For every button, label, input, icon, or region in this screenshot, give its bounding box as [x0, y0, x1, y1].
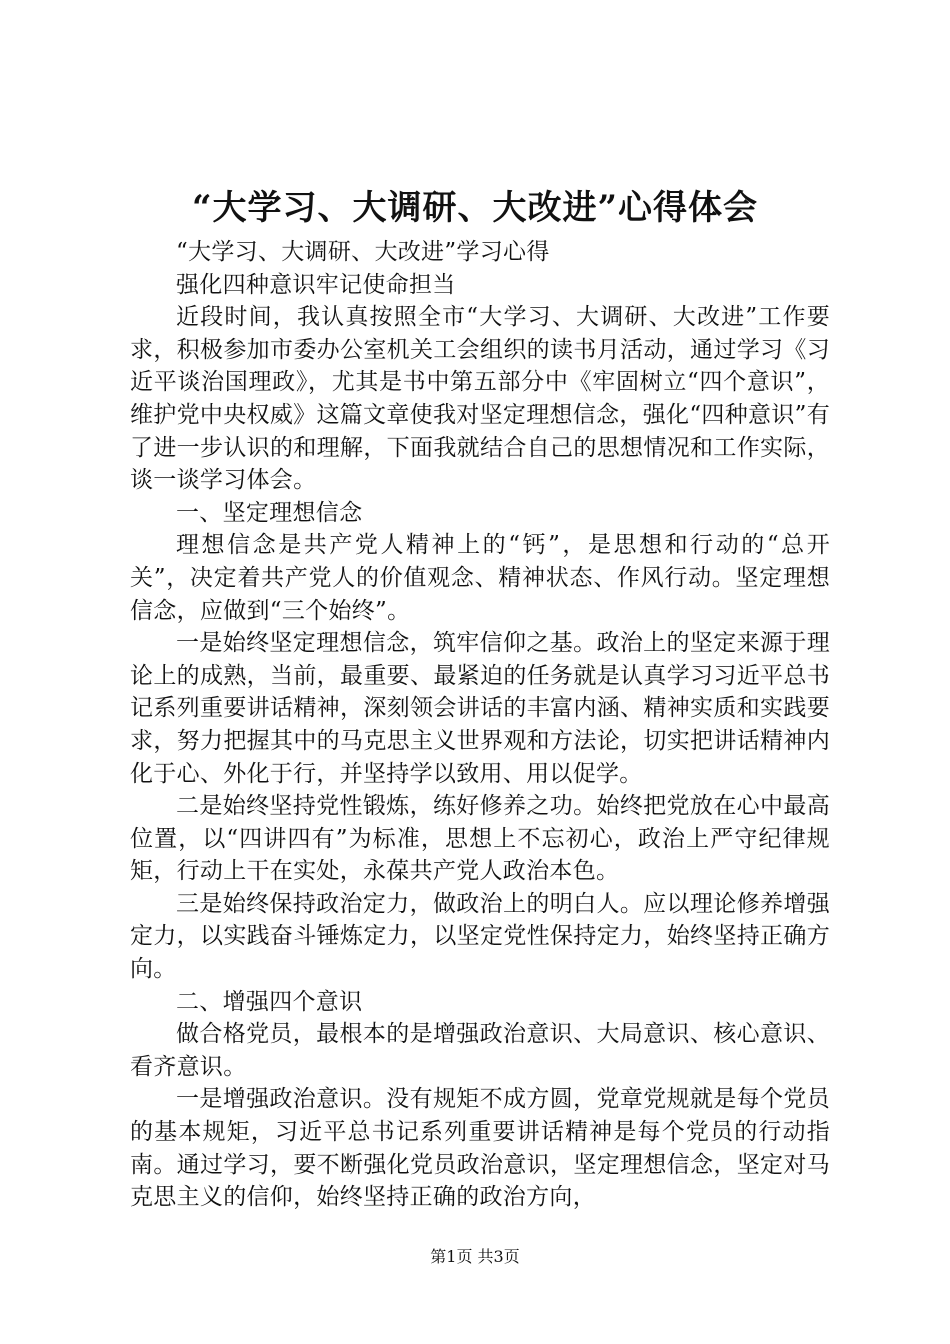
paragraph: 理想信念是共产党人精神上的“钙”，是思想和行动的“总开关”，决定着共产党人的价值观念、精神状态、作风行动。坚定理想信念，应做到“三个始终”。 [130, 532, 830, 624]
subtitle-line: 强化四种意识牢记使命担当 [176, 271, 456, 298]
section-heading: 一、坚定理想信念 [176, 499, 363, 526]
paragraph: 做合格党员，最根本的是增强政治意识、大局意识、核心意识、看齐意识。 [130, 1021, 830, 1080]
paragraph: 一是始终坚定理想信念，筑牢信仰之基。政治上的坚定来源于理论上的成熟，当前，最重要、最紧迫的任务就是认真学习习近平总书记系列重要讲话精神，深刻领会讲话的丰富内涵、精神实质和实践要求，努力把握其中的马克思主义世界观和方法论，切实把讲话精神内化于心、外化于行，并坚持学以致用、用以促学。 [130, 630, 830, 787]
paragraph: 二是始终坚持党性锻炼，练好修养之功。始终把党放在心中最高位置，以“四讲四有”为标准，思想上不忘初心，政治上严守纪律规矩，行动上干在实处，永葆共产党人政治本色。 [130, 793, 830, 885]
paragraph: 近段时间，我认真按照全市“大学习、大调研、大改进”工作要求，积极参加市委办公室机关工会组织的读书月活动，通过学习《习近平谈治国理政》，尤其是书中第五部分中《牢固树立“四个意识”，维护党中央权威》这篇文章使我对坚定理想信念，强化“四种意识”有了进一步认识的和理解，下面我就结合自己的思想情况和工作实际，谈一谈学习体会。 [130, 304, 830, 494]
paragraph: 一是增强政治意识。没有规矩不成方圆，党章党规就是每个党员的基本规矩，习近平总书记系列重要讲话精神是每个党员的行动指南。通过学习，要不断强化党员政治意识，坚定理想信念，坚定对马克思主义的信仰，始终坚持正确的政治方向， [130, 1086, 830, 1211]
document-title: “大学习、大调研、大改进”心得体会 [191, 188, 759, 228]
section-heading: 二、增强四个意识 [176, 988, 363, 1015]
paragraph: 三是始终保持政治定力，做政治上的明白人。应以理论修养增强定力，以实践奋斗锤炼定力，以坚定党性保持定力，始终坚持正确方向。 [130, 890, 830, 983]
page-number-footer: 第1页 共3页 [430, 1247, 520, 1266]
subtitle-line: “大学习、大调研、大改进”学习心得 [176, 239, 550, 265]
document-body [130, 236, 830, 1214]
